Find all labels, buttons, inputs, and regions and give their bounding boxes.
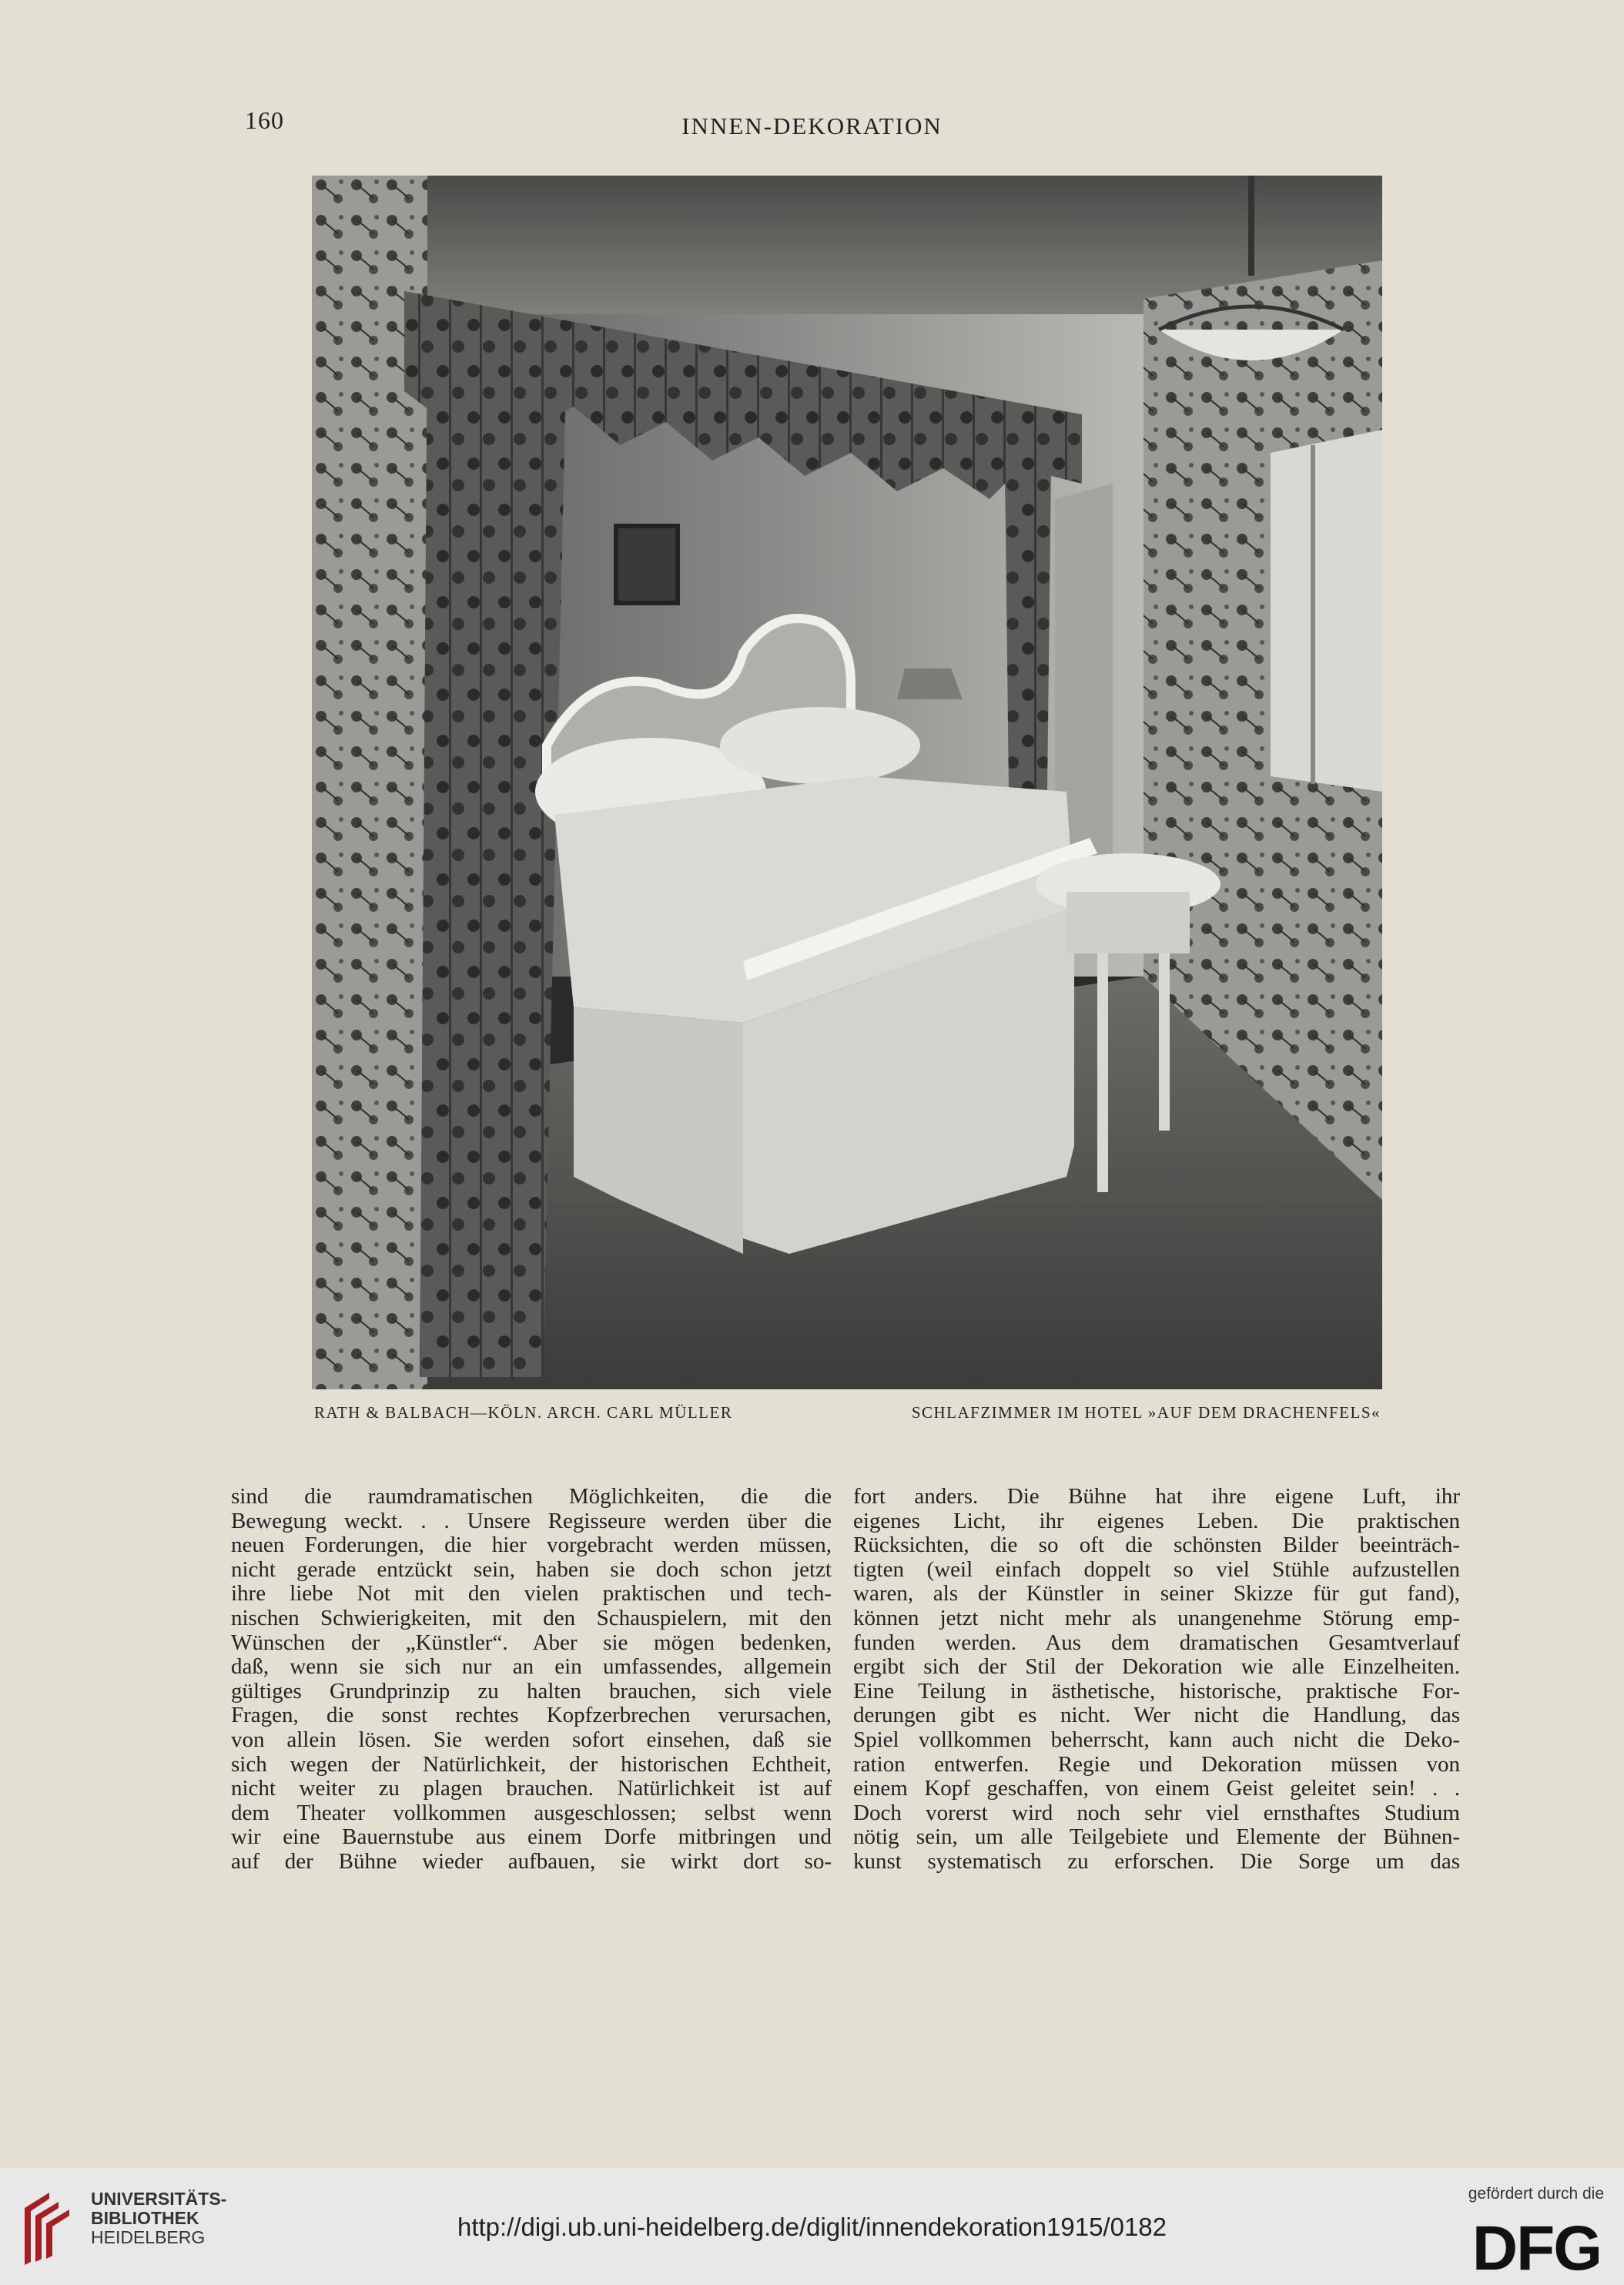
sponsor-text: gefördert durch die xyxy=(1468,2185,1604,2203)
text-line: Spiel vollkommen beherrscht, kann auch nicht die Deko- xyxy=(853,1727,1460,1752)
bedroom-photo-illustration xyxy=(312,176,1382,1389)
body-text-left-column xyxy=(231,1485,832,1875)
text-line: wir eine Bauernstube aus einem Dorfe mitbringen und xyxy=(231,1824,832,1850)
dfg-logo: DFG xyxy=(1472,2213,1601,2283)
library-name-line: BIBLIOTHEK xyxy=(91,2208,199,2228)
text-line: daß, wenn sie sich nur an ein umfassendes, allgemein xyxy=(231,1654,832,1680)
text-line: neuen Forderungen, die hier vorgebracht werden müssen, xyxy=(231,1533,832,1558)
text-line: Doch vorerst wird noch sehr viel ernsthaftes Studium xyxy=(853,1800,1460,1825)
text-line: können jetzt nicht mehr als unangenehme Störung emp- xyxy=(853,1605,1460,1630)
text-line: derungen gibt es nicht. Wer nicht die Handlung, das xyxy=(853,1703,1460,1728)
library-name-line: UNIVERSITÄTS- xyxy=(91,2189,227,2209)
text-line: Eine Teilung in ästhetische, historische, praktische For- xyxy=(853,1678,1460,1704)
text-line: gültiges Grundprinzip zu halten brauchen, sich viele xyxy=(231,1678,832,1704)
body-text-right-column xyxy=(853,1485,1460,1875)
text-line: sind die raumdramatischen Möglichkeiten, die die xyxy=(231,1484,832,1509)
photo-credit-caption: RATH & BALBACH—KÖLN. ARCH. CARL MÜLLER xyxy=(314,1403,733,1422)
text-line: kunst systematisch zu erforschen. Die Sorge um das xyxy=(853,1848,1460,1874)
text-line: ergibt sich der Stil der Dekoration wie alle Einzelheiten. xyxy=(853,1654,1460,1680)
text-line: nicht weiter zu plagen brauchen. Natürlichkeit ist auf xyxy=(231,1776,832,1801)
text-line: nicht gerade entzückt sein, haben sie doch schon jetzt xyxy=(231,1556,832,1582)
text-line: Wünschen der „Künstler“. Aber sie mögen bedenken, xyxy=(231,1630,832,1655)
text-line: funden werden. Aus dem dramatischen Gesamtverlauf xyxy=(853,1630,1460,1655)
viewer-footer xyxy=(0,2168,1624,2285)
page-number: 160 xyxy=(245,106,284,134)
text-line: waren, als der Künstler in seiner Skizze für gut fand), xyxy=(853,1581,1460,1607)
text-line: von allein lösen. Sie werden sofort einsehen, daß sie xyxy=(231,1727,832,1752)
text-line: ihre liebe Not mit den vielen praktischen und tech- xyxy=(231,1581,832,1607)
text-line: Rücksichten, die so oft die schönsten Bilder beeinträch- xyxy=(853,1533,1460,1558)
permalink-url[interactable]: http://digi.ub.uni-heidelberg.de/diglit/innendekoration1915/0182 xyxy=(457,2213,1167,2241)
photo-title-caption: SCHLAFZIMMER IM HOTEL »AUF DEM DRACHENFELS« xyxy=(911,1403,1381,1422)
text-line: nischen Schwierigkeiten, mit den Schauspielern, mit den xyxy=(231,1605,832,1630)
text-line: dem Theater vollkommen ausgeschlossen; selbst wenn xyxy=(231,1800,832,1825)
text-line: eigenes Licht, ihr eigenes Leben. Die praktischen xyxy=(853,1508,1460,1533)
running-title: INNEN-DEKORATION xyxy=(681,112,943,139)
text-line: auf der Bühne wieder aufbauen, sie wirkt dort so- xyxy=(231,1848,832,1874)
text-line: Fragen, die sonst rechtes Kopfzerbrechen verursachen, xyxy=(231,1703,832,1728)
library-name-line: HEIDELBERG xyxy=(91,2227,206,2247)
text-line: fort anders. Die Bühne hat ihre eigene Luft, ihr xyxy=(853,1484,1460,1509)
text-line: ration entwerfen. Regie und Dekoration müssen von xyxy=(853,1751,1460,1777)
text-line: Bewegung weckt. . . Unsere Regisseure werden über die xyxy=(231,1508,832,1533)
bedroom-photograph xyxy=(312,176,1382,1389)
text-line: sich wegen der Natürlichkeit, der historischen Echtheit, xyxy=(231,1751,832,1777)
text-line: nötig sein, um alle Teilgebiete und Elemente der Bühnen- xyxy=(853,1824,1460,1850)
text-line: tigten (weil einfach doppelt so viel Stühle aufzustellen xyxy=(853,1556,1460,1582)
text-line: einem Kopf geschaffen, von einem Geist geleitet sein! . . xyxy=(853,1776,1460,1801)
